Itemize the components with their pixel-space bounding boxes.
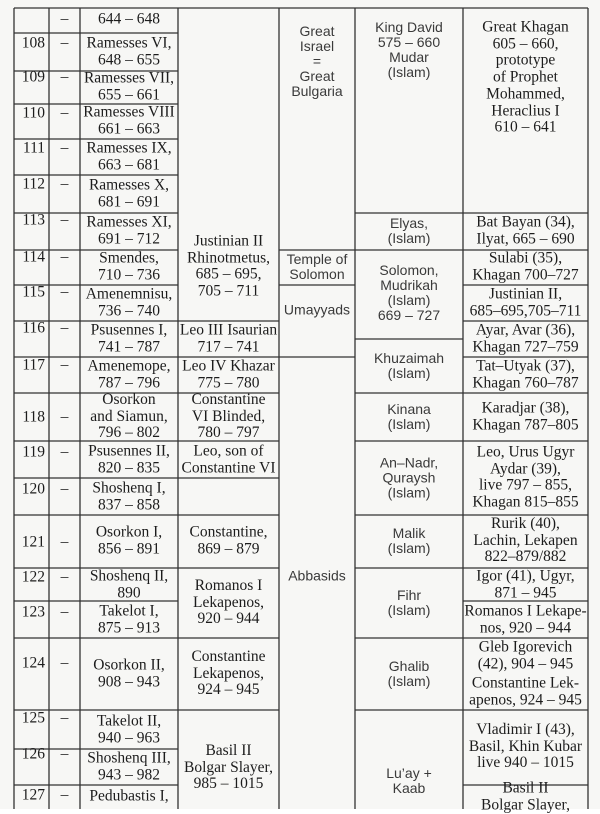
row-dash: – [60, 654, 69, 672]
row-number: 109 [21, 68, 45, 86]
row-dash: – [60, 68, 69, 86]
ancestor-cell: King David 575 – 660 Mudar (Islam) [375, 18, 443, 81]
row-number: 114 [22, 248, 45, 266]
ancestor-cell: Kinana (Islam) [387, 400, 431, 432]
row-number: 116 [22, 319, 45, 337]
era-cell: Umayyads [283, 301, 351, 318]
pharaoh-cell: Ramesses X, 681 – 691 [88, 176, 170, 210]
ancestor-cell: Fihr (Islam) [387, 586, 431, 618]
pharaoh-cell: Amenemope, 787 – 796 [87, 357, 171, 391]
row-number: 123 [21, 603, 45, 621]
pharaoh-cell: Ramesses IX, 663 – 681 [86, 139, 172, 173]
number-column [14, 0, 45, 809]
row-number: 120 [21, 480, 45, 498]
row-dash: – [60, 356, 69, 374]
row-number: 125 [21, 709, 45, 727]
khagan-cell: Justinian II, 685–695,705–711 [469, 285, 582, 319]
khagan-cell: Gleb Igorevich (42), 904 – 945 [477, 638, 574, 672]
pharaoh-cell: Shoshenq I, 837 – 858 [92, 479, 166, 513]
row-dash: – [60, 568, 69, 586]
khagan-column [463, 0, 588, 813]
row-dash: – [60, 10, 69, 28]
pharaoh-cell: Takelot I, 875 – 913 [98, 602, 160, 636]
row-number: 122 [21, 568, 45, 586]
ancestor-cell: Elyas, (Islam) [387, 214, 431, 246]
khagan-cell: Sulabi (35), Khagan 700–727 [472, 249, 579, 283]
row-number: 117 [22, 356, 45, 374]
era-cell: Great Israel = Great Bulgaria [291, 23, 343, 100]
emperor-cell: Constantine, 869 – 879 [189, 523, 268, 557]
row-number: 126 [21, 745, 45, 763]
pharaoh-cell: Osorkon and Siamun, 796 – 802 [90, 390, 168, 442]
emperor-cell: Leo, son of Constantine VI [181, 442, 276, 476]
emperor-cell: Leo III Isaurian 717 – 741 [179, 321, 278, 355]
emperor-cell: Constantine VI Blinded, 780 – 797 [191, 390, 266, 442]
row-number: 112 [22, 175, 45, 193]
emperor-column [178, 0, 279, 809]
khagan-cell: Tat–Utyak (37), Khagan 760–787 [472, 357, 579, 391]
ancestor-cell: Malik (Islam) [387, 524, 431, 556]
pharaoh-cell: Amenemnisu, 736 – 740 [85, 285, 173, 319]
ancestor-cell: Solomon, Mudrikah (Islam) 669 – 727 [377, 261, 441, 324]
emperor-cell: Romanos I Lekapenos, 920 – 944 [192, 576, 264, 628]
pharaoh-cell: Pedubastis I, [89, 787, 169, 805]
ancestor-cell: An–Nadr, Quraysh (Islam) [379, 454, 439, 501]
row-dash: – [60, 104, 69, 122]
pharaoh-cell: Ramesses XI, 691 – 712 [86, 213, 172, 247]
pharaoh-cell: Shoshenq II, 890 [89, 567, 169, 601]
row-dash: – [60, 786, 69, 804]
row-number: 124 [21, 654, 45, 672]
row-number: 121 [21, 533, 45, 551]
khagan-cell: Basil II Bolgar Slayer, [481, 779, 570, 813]
row-number: 118 [22, 408, 45, 426]
row-dash: – [60, 443, 69, 461]
row-number: 111 [22, 139, 45, 157]
ancestor-cell: Ghalib (Islam) [387, 657, 431, 689]
pharaoh-cell: Ramesses VIII 661 – 663 [83, 103, 175, 137]
row-number: 119 [22, 443, 45, 461]
row-dash: – [60, 480, 69, 498]
khagan-cell: Rurik (40), Lachin, Lekapen 822–879/882 [473, 514, 578, 566]
era-cell: Temple of Solomon [286, 250, 348, 282]
pharaoh-cell: Psusennes I, 741 – 787 [90, 321, 168, 355]
row-dash: – [60, 603, 69, 621]
khagan-cell: Ayar, Avar (36), Khagan 727–759 [472, 321, 579, 355]
ancestor-column [355, 0, 463, 809]
khagan-cell: Constantine Lek- apenos, 924 – 945 [469, 674, 582, 708]
khagan-cell: Vladimir I (43), Basil, Khin Kubar live 940 – 1015 [468, 720, 583, 772]
dash-column [49, 0, 80, 809]
emperor-cell: Justinian II Rhinotmetus, 685 – 695, 705 – 711 [186, 232, 271, 300]
pharaoh-cell: Psusennes II, 820 – 835 [88, 442, 170, 476]
khagan-cell: Great Khagan 605 – 660, prototype of Prophet Mohammed, Heraclius I 610 – 641 [482, 18, 569, 136]
emperor-cell: Basil II Bolgar Slayer, 985 – 1015 [184, 741, 273, 793]
pharaoh-cell: Shoshenq III, 943 – 982 [87, 749, 171, 783]
khagan-cell: Leo, Urus Ugyr Aydar (39), live 797 – 855, Khagan 815–855 [472, 443, 579, 511]
emperor-cell: Leo IV Khazar 775 – 780 [182, 357, 275, 391]
ancestor-cell: Khuzaimah (Islam) [373, 349, 445, 381]
khagan-cell: Bat Bayan (34), Ilyat, 665 – 690 [476, 213, 575, 247]
row-number: 113 [22, 211, 45, 229]
ancestor-cell: Lu’ay + Kaab [386, 764, 432, 796]
pharaoh-cell: Osorkon II, 908 – 943 [93, 656, 165, 690]
pharaoh-cell: Osorkon I, 856 – 891 [95, 523, 163, 557]
pharaoh-cell: Smendes, 710 – 736 [98, 249, 160, 283]
era-column [279, 0, 355, 809]
row-dash: – [60, 175, 69, 193]
row-dash: – [60, 319, 69, 337]
pharaoh-column [80, 0, 178, 809]
era-cell: Abbasids [288, 567, 346, 584]
emperor-cell: Constantine Lekapenos, 924 – 945 [191, 647, 266, 699]
pharaoh-cell: 644 – 648 [98, 10, 160, 28]
row-number: 108 [21, 34, 45, 52]
khagan-cell: Karadjar (38), Khagan 787–805 [472, 399, 579, 433]
khagan-cell: Igor (41), Ugyr, 871 – 945 [476, 567, 575, 601]
row-dash: – [60, 248, 69, 266]
row-dash: – [60, 211, 69, 229]
row-number: 110 [22, 104, 45, 122]
pharaoh-cell: Ramesses VII, 655 – 661 [83, 69, 175, 103]
row-dash: – [60, 34, 69, 52]
row-dash: – [60, 283, 69, 301]
row-dash: – [60, 533, 69, 551]
row-number: 127 [21, 786, 45, 804]
row-dash: – [60, 745, 69, 763]
pharaoh-cell: Ramesses VI, 648 – 655 [86, 34, 172, 68]
pharaoh-cell: Takelot II, 940 – 963 [96, 712, 162, 746]
khagan-cell: Romanos I Lekape- nos, 920 – 944 [464, 602, 587, 636]
row-number: 115 [22, 283, 45, 301]
row-dash: – [60, 408, 69, 426]
row-dash: – [60, 709, 69, 727]
row-dash: – [60, 139, 69, 157]
